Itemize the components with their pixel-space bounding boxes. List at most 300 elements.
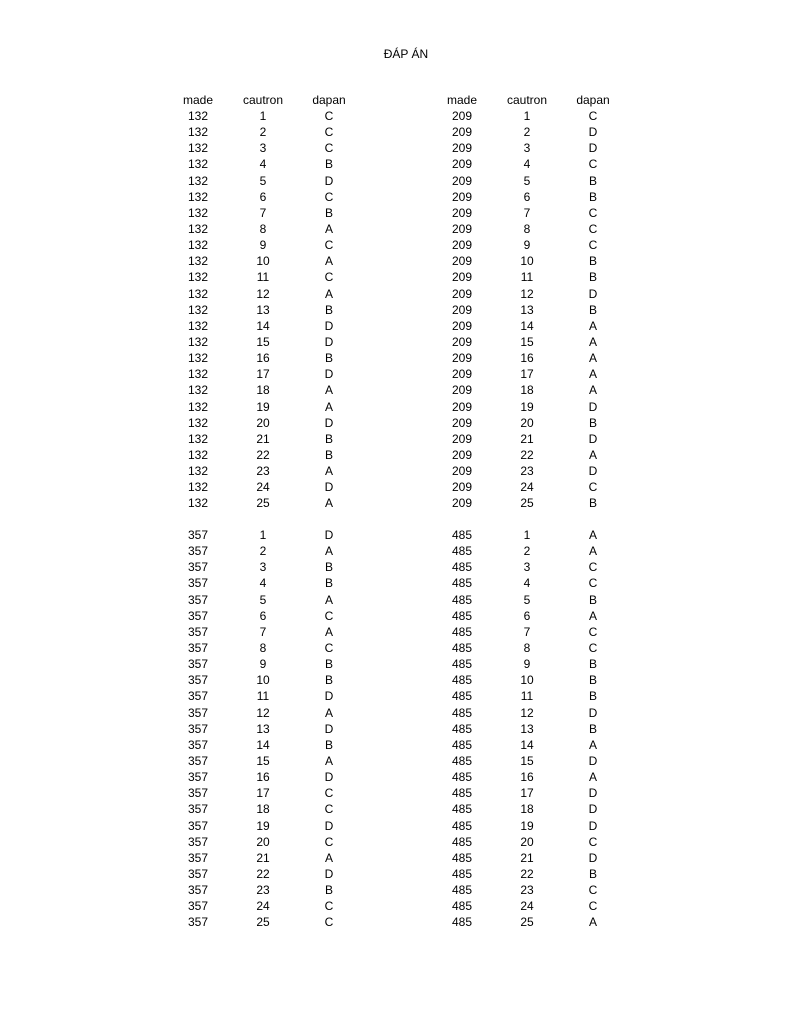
cell-made: 357	[187, 544, 209, 559]
cell-cautron: 16	[256, 770, 270, 785]
cell-made: 357	[187, 850, 209, 865]
cell-dapan: C	[324, 802, 334, 817]
cell-made: 485	[451, 737, 473, 752]
cell-cautron: 2	[523, 125, 531, 140]
cell-made: 209	[451, 109, 473, 124]
cell-dapan: B	[324, 657, 333, 672]
answer-table-357	[174, 527, 354, 931]
cell-dapan: D	[588, 802, 598, 817]
cell-cautron: 18	[256, 802, 270, 817]
cell-dapan: C	[324, 641, 334, 656]
table-row	[438, 124, 618, 140]
cell-cautron: 23	[520, 464, 534, 479]
cell-made: 132	[187, 480, 209, 495]
cell-cautron: 12	[256, 705, 270, 720]
cell-made: 485	[451, 528, 473, 543]
cell-cautron: 22	[256, 448, 270, 463]
cell-cautron: 19	[256, 399, 270, 414]
cell-cautron: 12	[520, 705, 534, 720]
cell-cautron: 7	[259, 624, 267, 639]
cell-made: 209	[451, 318, 473, 333]
table-row	[438, 688, 618, 704]
cell-made: 132	[187, 238, 209, 253]
cell-dapan: B	[588, 721, 597, 736]
cell-made: 485	[451, 883, 473, 898]
table-row	[174, 914, 354, 930]
table-row	[438, 382, 618, 398]
cell-dapan: A	[588, 367, 597, 382]
table-row	[438, 463, 618, 479]
cell-made: 209	[451, 205, 473, 220]
cell-made: 357	[187, 576, 209, 591]
cell-cautron: 17	[520, 367, 534, 382]
cell-dapan: A	[324, 496, 333, 511]
cell-cautron: 16	[520, 770, 534, 785]
table-row	[438, 785, 618, 801]
cell-made: 485	[451, 624, 473, 639]
cell-cautron: 10	[520, 673, 534, 688]
cell-made: 209	[451, 189, 473, 204]
cell-cautron: 11	[256, 689, 270, 704]
cell-dapan: D	[324, 721, 334, 736]
column-header-dapan: dapan	[312, 92, 346, 107]
table-row	[174, 350, 354, 366]
cell-cautron: 19	[256, 818, 270, 833]
table-row	[438, 737, 618, 753]
table-row	[438, 189, 618, 205]
cell-cautron: 5	[259, 173, 267, 188]
cell-made: 132	[187, 415, 209, 430]
cell-cautron: 5	[259, 592, 267, 607]
cell-made: 357	[187, 624, 209, 639]
cell-made: 209	[451, 286, 473, 301]
cell-dapan: B	[588, 496, 597, 511]
cell-made: 209	[451, 496, 473, 511]
cell-cautron: 9	[523, 238, 531, 253]
cell-made: 132	[187, 254, 209, 269]
cell-made: 357	[187, 770, 209, 785]
cell-dapan: C	[588, 834, 598, 849]
cell-cautron: 16	[520, 351, 534, 366]
table-row	[438, 624, 618, 640]
cell-cautron: 9	[523, 657, 531, 672]
table-row	[438, 318, 618, 334]
cell-cautron: 24	[520, 899, 534, 914]
table-row	[174, 834, 354, 850]
cell-dapan: B	[324, 448, 333, 463]
cell-cautron: 8	[259, 641, 267, 656]
table-row	[438, 479, 618, 495]
cell-dapan: D	[588, 705, 598, 720]
table-row	[438, 559, 618, 575]
table-row	[174, 818, 354, 834]
cell-cautron: 13	[520, 302, 534, 317]
table-row	[174, 850, 354, 866]
cell-made: 132	[187, 383, 209, 398]
cell-made: 132	[187, 464, 209, 479]
cell-dapan: D	[588, 754, 598, 769]
cell-made: 209	[451, 335, 473, 350]
cell-cautron: 2	[259, 544, 267, 559]
table-header-row	[174, 91, 354, 108]
cell-dapan: B	[588, 415, 597, 430]
table-row	[174, 656, 354, 672]
cell-made: 485	[451, 899, 473, 914]
table-row	[174, 801, 354, 817]
table-row	[438, 866, 618, 882]
table-row	[174, 399, 354, 415]
cell-dapan: A	[324, 222, 333, 237]
table-row	[174, 624, 354, 640]
cell-cautron: 3	[259, 141, 267, 156]
cell-dapan: C	[324, 786, 334, 801]
cell-cautron: 12	[256, 286, 270, 301]
cell-made: 209	[451, 415, 473, 430]
column-header-made: made	[182, 92, 214, 107]
cell-made: 485	[451, 754, 473, 769]
cell-made: 209	[451, 222, 473, 237]
table-row	[174, 640, 354, 656]
table-row	[438, 108, 618, 124]
cell-dapan: B	[588, 592, 597, 607]
cell-dapan: C	[324, 109, 334, 124]
cell-cautron: 21	[256, 850, 270, 865]
table-row	[438, 302, 618, 318]
cell-made: 357	[187, 883, 209, 898]
table-row	[438, 769, 618, 785]
cell-cautron: 14	[520, 737, 534, 752]
cell-dapan: A	[324, 383, 333, 398]
cell-made: 132	[187, 109, 209, 124]
cell-dapan: C	[324, 608, 334, 623]
cell-cautron: 1	[523, 528, 531, 543]
cell-made: 485	[451, 544, 473, 559]
cell-dapan: A	[588, 528, 597, 543]
table-row	[174, 898, 354, 914]
cell-cautron: 9	[259, 657, 267, 672]
table-row	[438, 705, 618, 721]
cell-dapan: D	[588, 141, 598, 156]
cell-cautron: 3	[523, 560, 531, 575]
column-header-made: made	[446, 92, 478, 107]
cell-dapan: A	[324, 705, 333, 720]
cell-dapan: C	[324, 125, 334, 140]
cell-made: 132	[187, 335, 209, 350]
cell-dapan: D	[324, 367, 334, 382]
table-row	[174, 108, 354, 124]
cell-cautron: 20	[520, 415, 534, 430]
cell-dapan: D	[588, 464, 598, 479]
cell-dapan: B	[588, 254, 597, 269]
cell-cautron: 23	[256, 883, 270, 898]
cell-cautron: 8	[259, 222, 267, 237]
table-row	[174, 302, 354, 318]
cell-made: 132	[187, 367, 209, 382]
cell-cautron: 25	[520, 915, 534, 930]
cell-cautron: 6	[259, 189, 267, 204]
cell-made: 357	[187, 737, 209, 752]
cell-dapan: A	[588, 448, 597, 463]
cell-cautron: 23	[256, 464, 270, 479]
table-row	[174, 737, 354, 753]
cell-made: 209	[451, 141, 473, 156]
cell-made: 209	[451, 399, 473, 414]
cell-cautron: 1	[259, 528, 267, 543]
cell-made: 357	[187, 802, 209, 817]
cell-dapan: A	[588, 318, 597, 333]
cell-made: 132	[187, 189, 209, 204]
cell-cautron: 11	[520, 689, 534, 704]
cell-dapan: C	[324, 899, 334, 914]
cell-dapan: A	[588, 383, 597, 398]
cell-cautron: 12	[520, 286, 534, 301]
cell-dapan: C	[588, 222, 598, 237]
cell-made: 485	[451, 592, 473, 607]
cell-dapan: B	[324, 351, 333, 366]
table-row	[174, 221, 354, 237]
cell-cautron: 2	[523, 544, 531, 559]
cell-dapan: C	[324, 189, 334, 204]
cell-made: 132	[187, 399, 209, 414]
table-row	[438, 205, 618, 221]
cell-made: 209	[451, 367, 473, 382]
cell-cautron: 22	[520, 867, 534, 882]
answer-table-209	[438, 91, 618, 512]
cell-made: 357	[187, 721, 209, 736]
table-row	[438, 818, 618, 834]
table-row	[174, 463, 354, 479]
cell-made: 357	[187, 673, 209, 688]
cell-dapan: C	[588, 576, 598, 591]
table-row	[438, 269, 618, 285]
table-row	[438, 431, 618, 447]
table-row	[438, 140, 618, 156]
cell-cautron: 18	[520, 383, 534, 398]
cell-cautron: 15	[520, 335, 534, 350]
table-row	[438, 415, 618, 431]
table-row	[174, 140, 354, 156]
cell-dapan: D	[324, 867, 334, 882]
cell-cautron: 13	[520, 721, 534, 736]
table-row	[438, 334, 618, 350]
cell-dapan: D	[588, 286, 598, 301]
cell-cautron: 8	[523, 641, 531, 656]
table-row	[174, 431, 354, 447]
cell-cautron: 7	[259, 205, 267, 220]
cell-dapan: C	[588, 238, 598, 253]
cell-made: 132	[187, 157, 209, 172]
table-row	[174, 705, 354, 721]
cell-made: 357	[187, 560, 209, 575]
table-row	[438, 527, 618, 543]
cell-cautron: 24	[520, 480, 534, 495]
table-row	[438, 592, 618, 608]
cell-dapan: B	[324, 737, 333, 752]
cell-made: 485	[451, 818, 473, 833]
cell-dapan: C	[588, 480, 598, 495]
cell-dapan: A	[324, 544, 333, 559]
cell-dapan: B	[324, 157, 333, 172]
cell-dapan: D	[324, 770, 334, 785]
cell-dapan: B	[588, 173, 597, 188]
table-row	[438, 173, 618, 189]
cell-dapan: C	[588, 883, 598, 898]
table-row	[438, 672, 618, 688]
cell-cautron: 4	[259, 157, 267, 172]
cell-dapan: C	[588, 624, 598, 639]
table-row	[438, 221, 618, 237]
table-row	[174, 173, 354, 189]
cell-made: 132	[187, 448, 209, 463]
cell-made: 357	[187, 657, 209, 672]
table-row	[438, 286, 618, 302]
cell-cautron: 20	[520, 834, 534, 849]
table-row	[174, 189, 354, 205]
cell-made: 485	[451, 721, 473, 736]
cell-made: 132	[187, 270, 209, 285]
table-row	[438, 237, 618, 253]
cell-cautron: 14	[256, 318, 270, 333]
cell-made: 485	[451, 576, 473, 591]
cell-made: 357	[187, 528, 209, 543]
cell-dapan: A	[324, 464, 333, 479]
cell-cautron: 10	[256, 254, 270, 269]
cell-cautron: 19	[520, 399, 534, 414]
cell-cautron: 19	[520, 818, 534, 833]
cell-made: 132	[187, 318, 209, 333]
table-row	[174, 559, 354, 575]
cell-cautron: 21	[520, 431, 534, 446]
cell-cautron: 15	[256, 335, 270, 350]
cell-cautron: 4	[523, 157, 531, 172]
cell-cautron: 1	[259, 109, 267, 124]
column-header-dapan: dapan	[576, 92, 610, 107]
table-row	[438, 366, 618, 382]
cell-cautron: 6	[523, 608, 531, 623]
cell-dapan: B	[324, 576, 333, 591]
cell-cautron: 15	[520, 754, 534, 769]
table-row	[174, 527, 354, 543]
table-row	[174, 866, 354, 882]
table-row	[438, 898, 618, 914]
table-row	[174, 237, 354, 253]
cell-dapan: D	[324, 173, 334, 188]
cell-made: 485	[451, 850, 473, 865]
cell-cautron: 22	[520, 448, 534, 463]
table-row	[438, 640, 618, 656]
table-row	[438, 801, 618, 817]
cell-made: 357	[187, 689, 209, 704]
cell-made: 132	[187, 351, 209, 366]
cell-made: 485	[451, 673, 473, 688]
table-row	[174, 286, 354, 302]
cell-dapan: A	[324, 399, 333, 414]
cell-dapan: C	[588, 899, 598, 914]
table-row	[174, 382, 354, 398]
cell-cautron: 13	[256, 302, 270, 317]
answer-table-485	[438, 527, 618, 931]
table-row	[438, 834, 618, 850]
cell-made: 357	[187, 899, 209, 914]
cell-dapan: B	[588, 189, 597, 204]
cell-dapan: C	[324, 238, 334, 253]
table-row	[174, 205, 354, 221]
cell-made: 485	[451, 834, 473, 849]
cell-dapan: A	[324, 592, 333, 607]
cell-cautron: 2	[259, 125, 267, 140]
cell-made: 132	[187, 286, 209, 301]
cell-dapan: C	[324, 834, 334, 849]
cell-made: 132	[187, 125, 209, 140]
cell-dapan: B	[324, 205, 333, 220]
cell-cautron: 6	[259, 608, 267, 623]
cell-made: 357	[187, 867, 209, 882]
cell-dapan: D	[588, 399, 598, 414]
cell-dapan: A	[588, 544, 597, 559]
cell-made: 357	[187, 592, 209, 607]
cell-made: 132	[187, 173, 209, 188]
cell-dapan: A	[588, 608, 597, 623]
cell-cautron: 20	[256, 415, 270, 430]
cell-made: 357	[187, 705, 209, 720]
cell-made: 485	[451, 867, 473, 882]
cell-dapan: D	[588, 850, 598, 865]
cell-cautron: 22	[256, 867, 270, 882]
cell-cautron: 10	[256, 673, 270, 688]
table-row	[438, 399, 618, 415]
cell-made: 485	[451, 560, 473, 575]
cell-cautron: 5	[523, 592, 531, 607]
cell-cautron: 3	[523, 141, 531, 156]
cell-dapan: B	[324, 673, 333, 688]
cell-made: 209	[451, 480, 473, 495]
cell-dapan: D	[588, 431, 598, 446]
cell-cautron: 17	[256, 367, 270, 382]
cell-cautron: 14	[520, 318, 534, 333]
cell-made: 209	[451, 431, 473, 446]
table-row	[174, 415, 354, 431]
cell-dapan: D	[324, 415, 334, 430]
cell-dapan: C	[588, 560, 598, 575]
cell-cautron: 21	[256, 431, 270, 446]
cell-made: 485	[451, 770, 473, 785]
cell-dapan: B	[588, 302, 597, 317]
cell-dapan: C	[588, 157, 598, 172]
table-row	[438, 543, 618, 559]
cell-dapan: D	[324, 528, 334, 543]
table-row	[174, 318, 354, 334]
table-row	[174, 769, 354, 785]
cell-dapan: D	[324, 689, 334, 704]
cell-made: 209	[451, 383, 473, 398]
cell-dapan: B	[324, 302, 333, 317]
cell-dapan: D	[588, 818, 598, 833]
cell-cautron: 24	[256, 480, 270, 495]
cell-dapan: B	[588, 673, 597, 688]
cell-made: 357	[187, 834, 209, 849]
cell-cautron: 4	[259, 576, 267, 591]
cell-made: 357	[187, 641, 209, 656]
cell-cautron: 23	[520, 883, 534, 898]
cell-dapan: D	[588, 125, 598, 140]
table-row	[174, 592, 354, 608]
cell-dapan: D	[588, 786, 598, 801]
cell-made: 209	[451, 464, 473, 479]
cell-made: 209	[451, 157, 473, 172]
table-row	[438, 447, 618, 463]
table-row	[174, 479, 354, 495]
cell-dapan: A	[588, 915, 597, 930]
